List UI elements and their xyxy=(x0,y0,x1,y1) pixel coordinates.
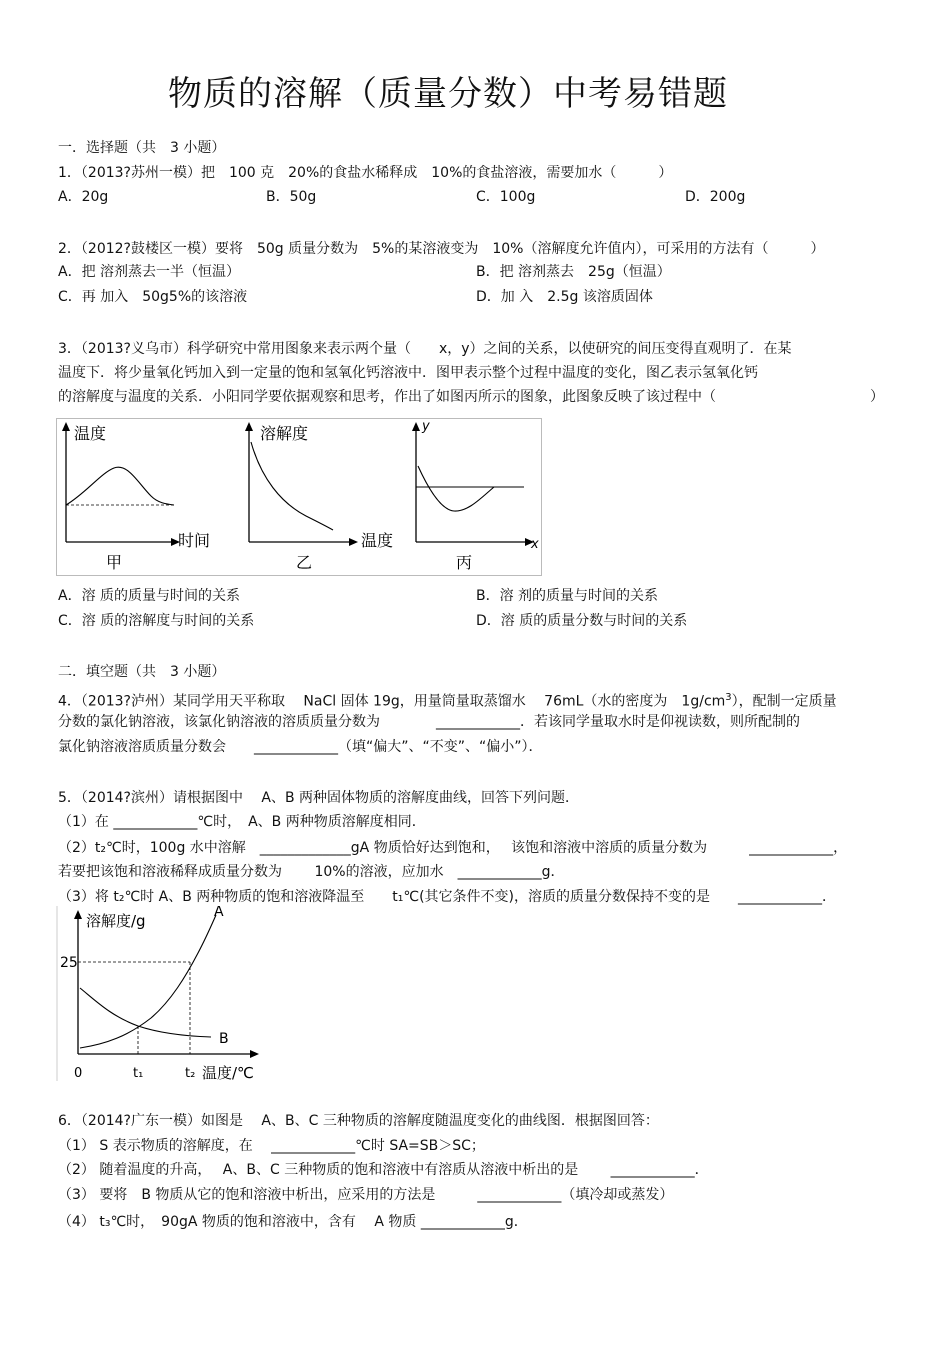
page-title: 物质的溶解（质量分数）中考易错题 xyxy=(168,74,728,114)
q5-line-5: （3）将 t₂℃时 A、B 两种物质的饱和溶液降温至 t₁℃(其它条件不变)，溶质的质量分数保持不变的是 ____________． xyxy=(58,889,837,905)
q2-option-d: D．加 入 2.5g 该溶质固体 xyxy=(476,289,653,305)
q1-stem: 1．（2013?苏州一模）把 100 克 20%的食盐水稀释成 10%的食盐溶液，需要加水（ ） xyxy=(58,165,673,181)
q4-line-1-tail: ），配制一定质量 xyxy=(731,693,837,710)
q2-stem: 2．（2012?鼓楼区一模）要将 50g 质量分数为 5%的某溶液变为 10%（溶解度允许值内），可采用的方法有（ ） xyxy=(58,241,825,257)
yi-y-label: 溶解度 xyxy=(260,424,309,443)
q3-line-3: 的溶解度与温度的关系．小阳同学要依据观察和思考，作出了如图丙所示的图象，此图象反映了该过程中（ ） xyxy=(58,389,884,405)
q4-line-2: 分数的氯化钠溶液，该氯化钠溶液的溶质质量分数为 ____________．若该同学量取水时是仰视读数，则所配制的 xyxy=(58,714,800,730)
yi-x-label: 温度 xyxy=(361,531,394,550)
figure-yi xyxy=(245,422,393,572)
t1-label: t₁ xyxy=(133,1066,144,1081)
section-heading-fill: 二．填空题（共 3 小题） xyxy=(58,664,226,680)
q3-line-2: 温度下．将少量氧化钙加入到一定量的饱和氢氧化钙溶液中．图甲表示整个过程中温度的变化，图乙表示氢氧化钙 xyxy=(58,365,758,381)
q4-line-3: 氯化钠溶液溶质质量分数会 ____________（填“偏大”、“不变”、“偏小”）． xyxy=(58,739,543,755)
q1-option-c: C．100g xyxy=(476,189,536,205)
q1-option-b: B．50g xyxy=(266,189,317,205)
section-heading-choice: 一．选择题（共 3 小题） xyxy=(58,140,226,156)
jia-x-label: 时间 xyxy=(178,531,211,550)
solubility-y-label: 溶解度/g xyxy=(86,912,146,930)
figure-bing xyxy=(412,419,539,572)
q5-line-4: 若要把该饱和溶液稀释成质量分数为 10%的溶液，应加水 ____________g． xyxy=(58,864,565,880)
q4-superscript: 3 xyxy=(725,692,732,703)
q6-line-1: 6．（2014?广东一模）如图是 A、B、C 三种物质的溶解度随温度变化的曲线图．根据图回答： xyxy=(58,1113,659,1129)
q6-line-4: （3） 要将 B 物质从它的饱和溶液中析出，应采用的方法是 ____________（填冷却或蒸发） xyxy=(58,1187,674,1203)
jia-y-label: 温度 xyxy=(74,424,107,443)
q4-line-1 xyxy=(58,689,837,711)
t2-label: t₂ xyxy=(185,1066,196,1081)
q3-line-1: 3．（2013?义乌市）科学研究中常用图象来表示两个量（ x，y）之间的关系，以使研究的间压变得直观明了．在某 xyxy=(58,341,792,357)
q5-line-2: （1）在 ____________℃时， A、B 两种物质溶解度相同． xyxy=(58,814,426,830)
curve-b-label: B xyxy=(219,1031,229,1047)
q3-option-a: A．溶 质的质量与时间的关系 xyxy=(58,588,241,604)
yi-caption: 乙 xyxy=(296,553,313,572)
q3-option-d: D．溶 质的质量分数与时间的关系 xyxy=(476,613,688,629)
curve-a-label: A xyxy=(214,906,224,920)
q3-option-b: B．溶 剂的质量与时间的关系 xyxy=(476,588,659,604)
q5-solubility-figure xyxy=(56,906,261,1087)
q3-figure xyxy=(56,418,542,580)
q2-option-c: C．再 加入 50g5%的该溶液 xyxy=(58,289,248,305)
q4-line-1-text: 4．（2013?泸州）某同学用天平称取 NaCl 固体 19g，用量筒量取蒸馏水 76mL（水的密度为 1g/cm xyxy=(58,693,726,710)
q2-option-a: A．把 溶剂蒸去一半（恒温） xyxy=(58,264,241,280)
q1-option-a: A．20g xyxy=(58,189,109,205)
q6-line-2: （1） S 表示物质的溶解度，在 ____________℃时 SA=SB＞SC； xyxy=(58,1138,485,1154)
bing-caption: 丙 xyxy=(456,553,473,572)
q2-option-b: B．把 溶剂蒸去 25g（恒温） xyxy=(476,264,671,280)
y-tick-25: 25 xyxy=(60,955,78,971)
bing-x-label: x xyxy=(531,537,539,552)
temperature-x-label: 温度/℃ xyxy=(202,1064,254,1082)
jia-caption: 甲 xyxy=(106,553,123,572)
q5-line-3: （2）t₂℃时，100g 水中溶解 _____________gA 物质恰好达到饱和， 该饱和溶液中溶质的质量分数为 ____________， xyxy=(58,840,848,856)
bing-y-label: y xyxy=(422,419,430,434)
q6-line-3: （2） 随着温度的升高， A、B、C 三种物质的饱和溶液中有溶质从溶液中析出的是 ____________． xyxy=(58,1162,709,1178)
figure-jia xyxy=(62,422,210,572)
origin-label: 0 xyxy=(74,1066,83,1081)
q5-line-1: 5．（2014?滨州）请根据图中 A、B 两种固体物质的溶解度曲线，回答下列问题． xyxy=(58,790,580,806)
q6-line-5: （4） t₃℃时， 90gA 物质的饱和溶液中，含有 A 物质 ____________g． xyxy=(58,1214,528,1230)
q1-option-d: D．200g xyxy=(685,189,746,205)
q3-option-c: C．溶 质的溶解度与时间的关系 xyxy=(58,613,255,629)
